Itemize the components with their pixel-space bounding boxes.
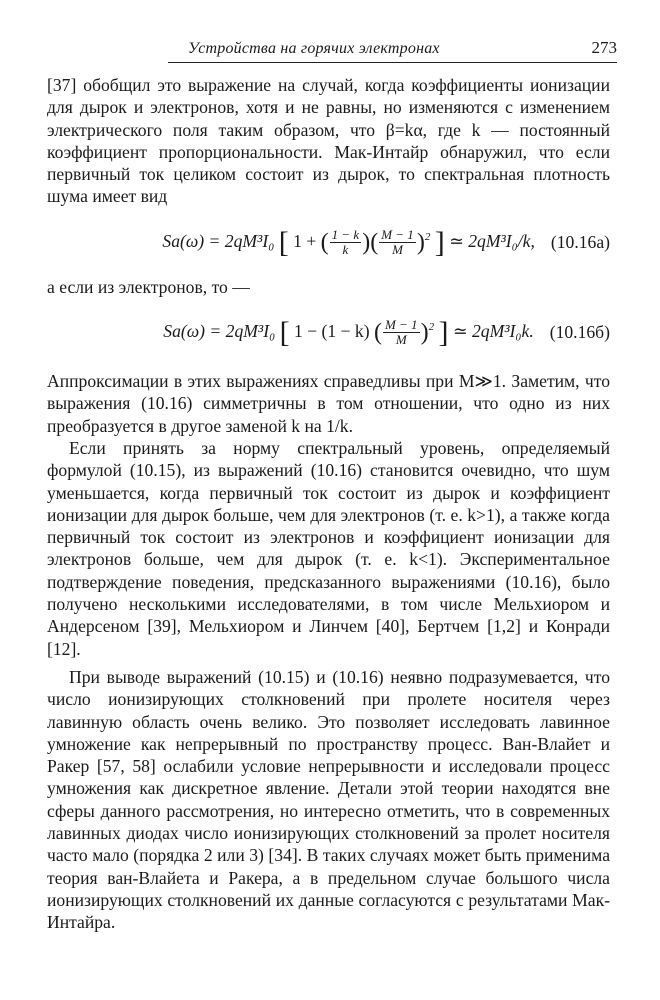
formula-b-frac-den: M bbox=[395, 332, 407, 348]
formula-a-rhs: ≃ 2qM³I₀/k, bbox=[449, 230, 535, 251]
formula-10-16a: Sa(ω) = 2qM³I₀ [ 1 + ( $\frac{1 - k}{k}$ )( $\frac{M - 1}{M}$ )$^2$ ] ≃ 2qM³I₀/k, (10.16а) bbox=[162, 225, 610, 259]
formula-10-16b: Sa(ω) = 2qM³I₀ [ 1 − (1 − k) ( $\frac{M - 1}{M}$ )$^2$ ] ≃ 2qM³I₀k. (10.16б) bbox=[163, 315, 610, 349]
paragraph-4: При выводе выражений (10.15) и (10.16) неявно подразумевается, что число ионизирующих столкновений при пролете носителя через лавинную область очень велико. Это позволяет исследовать лавинное умножение как непрерывный по пространству процесс. Ван-Влайет и Ракер [57, 58] ослабили условие непрерывности и исследовали процесс умножения как дискретное явление. Детали этой теории находятся вне сферы данного рассмотрения, но интересно отметить, что в современных лавинных диодах число ионизирующих столкновений за пролет носителя часто мало (порядка 2 или 3) [34]. В таких случаях может быть применима теория ван-Влайета и Ракера, а в предельном случае большого числа ионизирующих столкновений их данные согласуются с результатами Мак-Интайра. bbox=[47, 666, 610, 933]
formula-a-frac1-den: k bbox=[342, 242, 349, 258]
formula-a-frac2-den: M bbox=[392, 242, 403, 258]
paragraph-1: [37] обобщил это выражение на случай, когда коэффициенты ионизации для дырок и электронов, хотя и не равны, но изменяются с изменением электрического поля таким образом, что β=kα, где k — постоянный коэффициент пропорциональности. Мак-Интайр обнаружил, что если первичный ток целиком состоит из дырок, то спектральная плотность шума имеет вид bbox=[47, 75, 610, 207]
between-formulas-text: а если из электронов, то — bbox=[47, 276, 250, 297]
formula-a-frac2-num: M − 1 bbox=[381, 227, 414, 243]
formula-b-number: (10.16б) bbox=[549, 321, 610, 342]
formula-b-frac-num: M − 1 bbox=[384, 317, 418, 333]
formula-a-lhs: Sa(ω) = 2qM³I₀ bbox=[162, 230, 275, 251]
paragraph-3: Если принять за норму спектральный уровень, определяемый формулой (10.15), из выражений (10.16) становится очевидно, что шум уменьшается, когда первичный ток состоит из дырок и коэффициент ионизации для дырок больше, чем для электронов (т. е. k>1), а также когда первичный ток состоит из электронов и коэффициент ионизации для электронов больше, чем для дырок (т. е. k<1). Экспериментальное подтверждение поведения, предсказанного выражениями (10.16), было получено несколькими исследователями, в том числе Мельхиором и Андерсеном [39], Мельхиором и Линчем [40], Бертчем [1,2] и Конради [12]. bbox=[47, 437, 610, 659]
formula-a-number: (10.16а) bbox=[550, 231, 610, 252]
running-title: Устройства на горячих электронах bbox=[188, 40, 440, 57]
page-body bbox=[47, 74, 610, 934]
formula-b-lhs: Sa(ω) = 2qM³I₀ bbox=[163, 321, 276, 342]
running-header bbox=[168, 38, 617, 63]
page-number: 273 bbox=[591, 38, 617, 57]
formula-b-middle: 1 − (1 − k) bbox=[294, 321, 370, 342]
formula-a-one-plus: 1 + bbox=[293, 230, 317, 251]
formula-b-rhs: ≃ 2qM³I₀k. bbox=[452, 321, 534, 342]
formula-a-frac1-num: 1 − k bbox=[331, 227, 360, 243]
paragraph-2: Аппроксимации в этих выражениях справедливы при M≫1. Заметим, что выражения (10.16) симметричны в том отношении, что одно из них преобразуется в другое заменой k на 1/k. bbox=[47, 371, 610, 436]
